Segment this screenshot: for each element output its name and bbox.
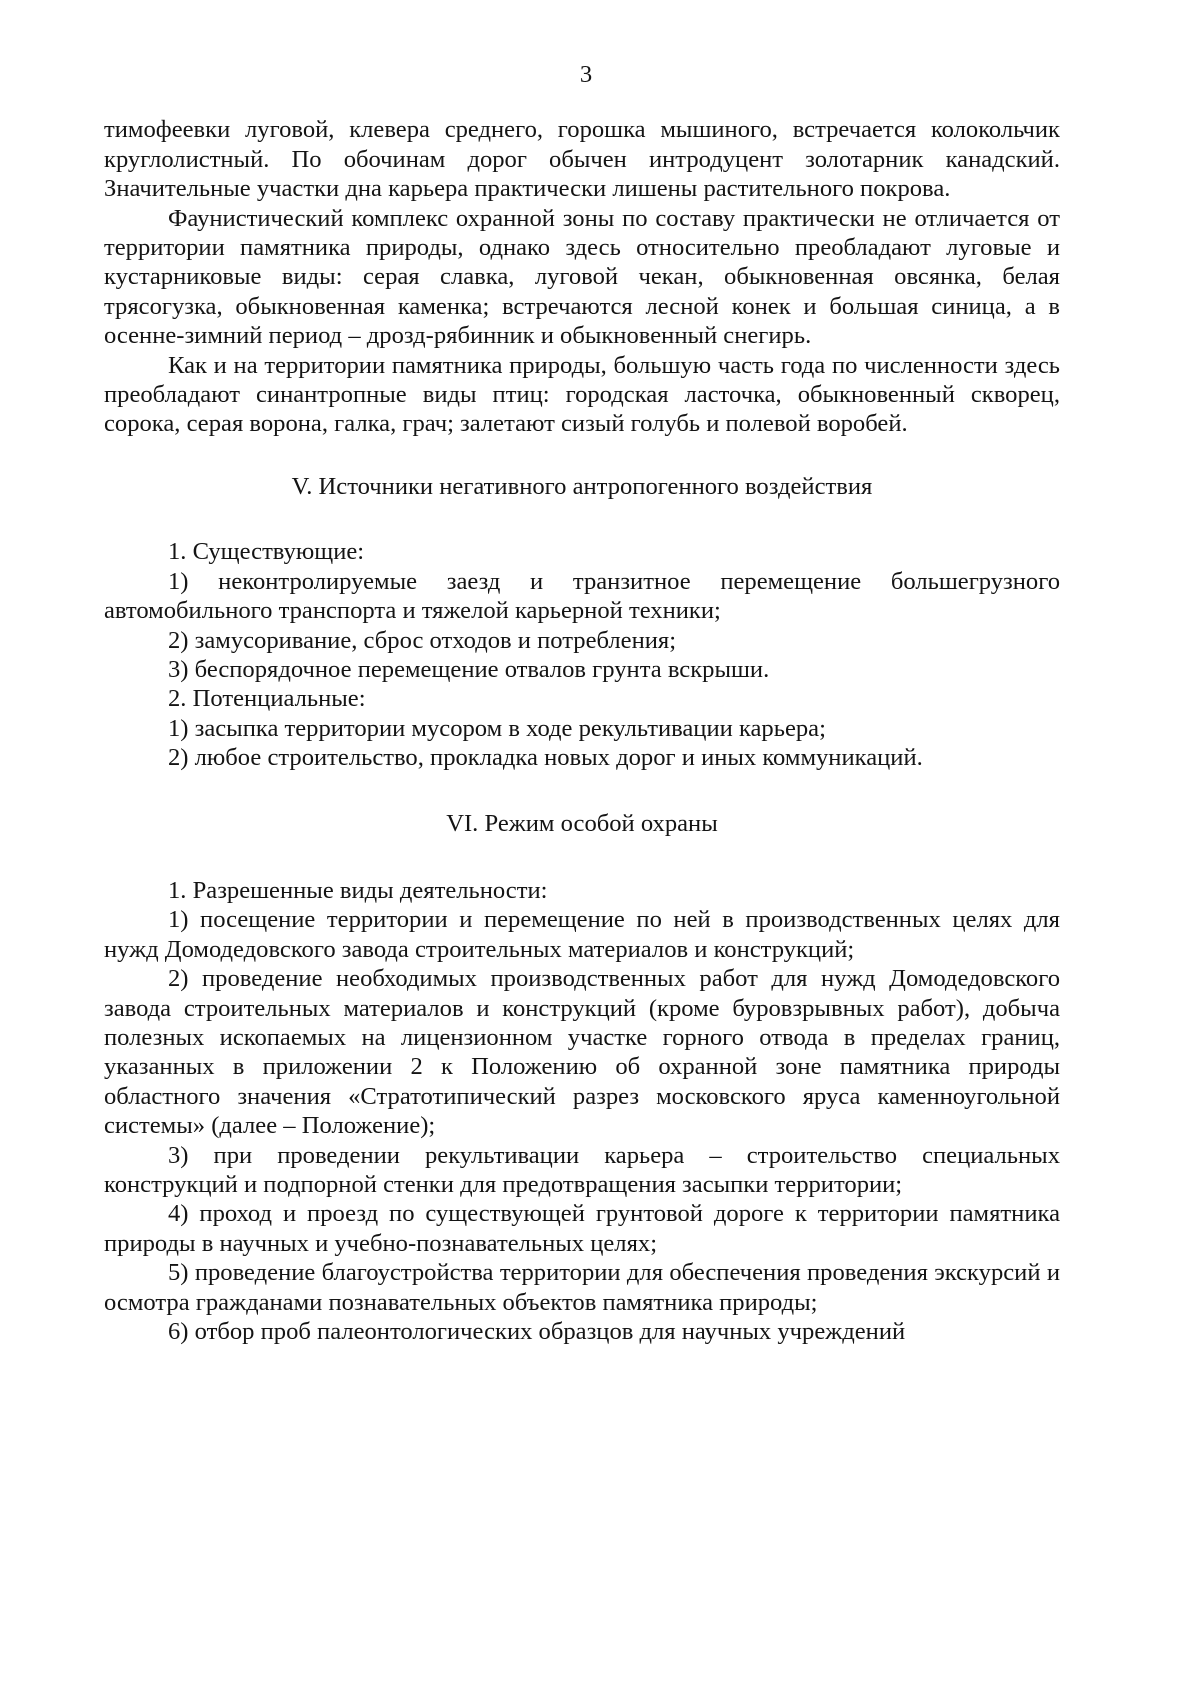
- section-vi-item: 6) отбор проб палеонтологических образцов для научных учреждений: [168, 1318, 906, 1346]
- section-v-list: [104, 537, 1060, 772]
- section-vi-item: 5) проведение благоустройства территории для обеспечения проведения экскурсий и осмотра гражданами познавательных объектов памятника природы;: [104, 1259, 1060, 1316]
- section-vi-subheading-permitted: 1. Разрешенные виды деятельности:: [168, 876, 548, 904]
- section-vi-item: 2) проведение необходимых производственных работ для нужд Домодедовского завода строительных материалов и конструкций (кроме буровзрывных работ), добыча полезных ископаемых на лицензионном участке горного отвода в пределах границ, указанных в приложении 2 к Положению об охранной зоне памятника природы областного значения «Стратотипический разрез московского яруса каменноугольной системы» (далее – Положение);: [104, 965, 1060, 1140]
- paragraph-flora-continuation: тимофеевки луговой, клевера среднего, горошка мышиного, встречается колокольчик круглолистный. По обочинам дорог обычен интродуцент золотарник канадский. Значительные участки дна карьера практически лишены растительного покрова.: [104, 116, 1060, 203]
- section-vi-item: 3) при проведении рекультивации карьера – строительство специальных конструкций и подпорной стенки для предотвращения засыпки территории;: [104, 1141, 1060, 1198]
- section-v-item: 2) любое строительство, прокладка новых дорог и иных коммуникаций.: [168, 744, 923, 772]
- section-v-subheading-existing: 1. Существующие:: [168, 538, 365, 566]
- document-page: [104, 60, 1060, 1346]
- section-v-item: 1) засыпка территории мусором в ходе рекультивации карьера;: [168, 714, 826, 742]
- intro-paragraphs: [104, 115, 1060, 438]
- section-v-item: 1) неконтролируемые заезд и транзитное перемещение большегрузного автомобильного транспорта и тяжелой карьерной техники;: [104, 567, 1060, 625]
- section-v-item: 3) беспорядочное перемещение отвалов грунта вскрыши.: [168, 655, 770, 683]
- section-vi-item: 4) проход и проезд по существующей грунтовой дороге к территории памятника природы в научных и учебно-познавательных целях;: [104, 1200, 1060, 1257]
- paragraph-fauna: Фаунистический комплекс охранной зоны по составу практически не отличается от территории памятника природы, однако здесь относительно преобладают луговые и кустарниковые виды: серая славка, луговой чекан, обыкновенная овсянка, белая трясогузка, обыкновенная каменка; встречаются лесной конек и большая синица, а в осенне-зимний период – дрозд-рябинник и обыкновенный снегирь.: [104, 204, 1060, 350]
- page-number: 3: [579, 61, 593, 88]
- section-v-heading: V. Источники негативного антропогенного воздействия: [291, 472, 873, 500]
- section-vi-heading: VI. Режим особой охраны: [446, 809, 718, 837]
- section-v-item: 2) замусоривание, сброс отходов и потребления;: [168, 626, 677, 654]
- section-vi-list: [104, 876, 1060, 1347]
- section-vi-item: 1) посещение территории и перемещение по ней в производственных целях для нужд Домодедовского завода строительных материалов и конструкций;: [104, 906, 1060, 963]
- section-v-subheading-potential: 2. Потенциальные:: [168, 685, 366, 713]
- paragraph-synanthropic-birds: Как и на территории памятника природы, большую часть года по численности здесь преобладают синантропные виды птиц: городская ласточка, обыкновенный скворец, сорока, серая ворона, галка, грач; залетают сизый голубь и полевой воробей.: [104, 351, 1060, 438]
